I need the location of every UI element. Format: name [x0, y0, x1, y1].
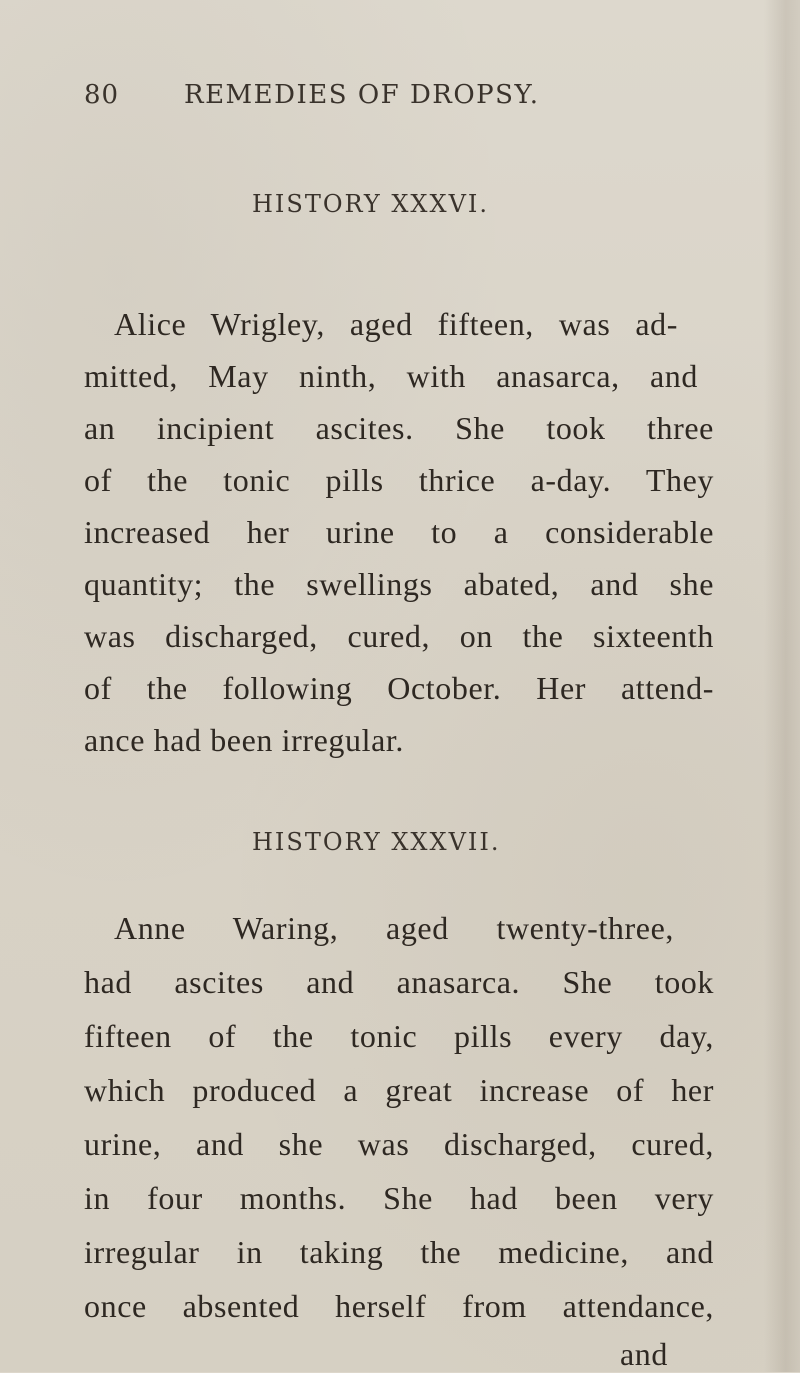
catchword: and [620, 1336, 669, 1372]
paragraph-line: had ascites and anasarca. She took [84, 964, 714, 1000]
running-title: REMEDIES OF DROPSY. [184, 80, 540, 110]
paragraph-line: ance had been irregular. [84, 722, 405, 758]
section-heading-36: HISTORY XXXVI. [252, 190, 490, 218]
paragraph-line: fifteen of the tonic pills every day, [84, 1018, 714, 1054]
paragraph-line: was discharged, cured, on the sixteenth [84, 618, 714, 654]
paragraph-line: increased her urine to a considerable [84, 514, 714, 550]
paragraph-line: in four months. She had been very [84, 1180, 714, 1216]
paragraph-line: once absented herself from attendance, [84, 1288, 714, 1324]
paragraph-line: an incipient ascites. She took three [84, 410, 714, 446]
paragraph-line: Anne Waring, aged twenty-three, [114, 910, 674, 946]
paragraph-line: Alice Wrigley, aged fifteen, was ad- [114, 306, 678, 342]
paragraph-line: mitted, May ninth, with anasarca, and [84, 358, 698, 394]
page-number: 80 [84, 80, 120, 110]
paragraph-line: irregular in taking the medicine, and [84, 1234, 714, 1270]
paragraph-line: quantity; the swellings abated, and she [84, 566, 714, 602]
paragraph-line: which produced a great increase of her [84, 1072, 714, 1108]
page-edge-shadow [764, 0, 800, 1372]
paragraph-line: of the tonic pills thrice a-day. They [84, 462, 714, 498]
running-head [84, 80, 644, 120]
paragraph-line: of the following October. Her attend- [84, 670, 714, 706]
paragraph-line: urine, and she was discharged, cured, [84, 1126, 714, 1162]
section-heading-37: HISTORY XXXVII. [252, 828, 501, 856]
